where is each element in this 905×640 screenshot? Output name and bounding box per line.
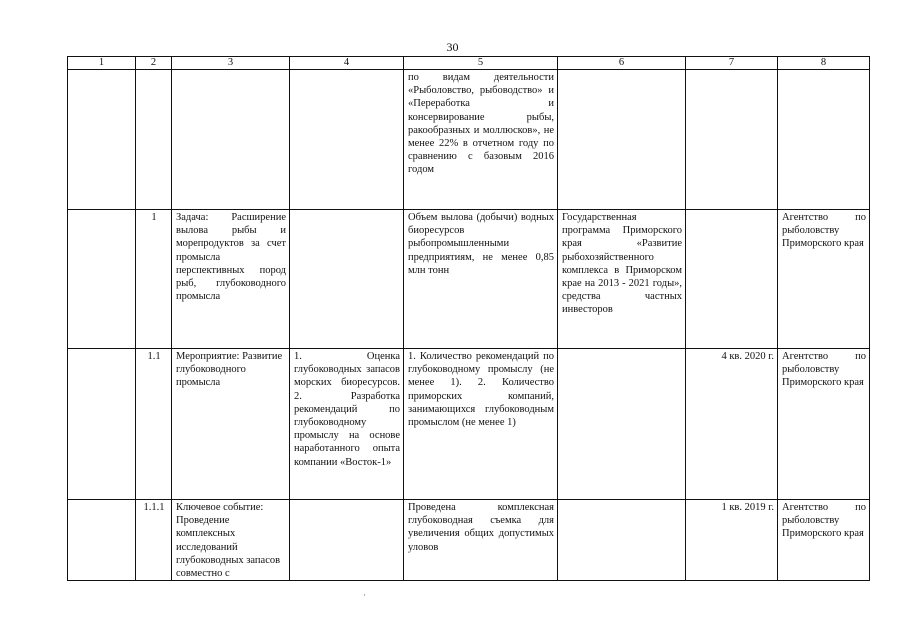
- cell-responsible: Агентство по рыболовству Приморского края: [778, 210, 870, 349]
- cell-indicator: Проведена комплексная глубоководная съемка для увеличения общих допустимых уловов: [404, 500, 558, 581]
- document-table: [67, 56, 870, 581]
- cell-description: [290, 70, 404, 210]
- cell-title: [172, 70, 290, 210]
- cell-description: 1. Оценка глубоководных запасов морских биоресурсов. 2. Разработка рекомендаций по глубоководному промыслу на основе наработанного опыта компании «Восток-1»: [290, 349, 404, 500]
- table-row: [68, 70, 870, 210]
- cell-deadline: 4 кв. 2020 г.: [686, 349, 778, 500]
- cell-indicator: Объем вылова (добычи) водных биоресурсов рыбопромышленными предприятиям, не менее 0,85 млн тонн: [404, 210, 558, 349]
- column-header: 6: [558, 57, 686, 70]
- column-header: 4: [290, 57, 404, 70]
- column-header: 7: [686, 57, 778, 70]
- cell-code: 1.1: [136, 349, 172, 500]
- cell-code: 1.1.1: [136, 500, 172, 581]
- cell-responsible: [778, 70, 870, 210]
- scan-dot: ·: [363, 590, 366, 600]
- column-header: 8: [778, 57, 870, 70]
- cell-responsible: Агентство по рыболовству Приморского края: [778, 349, 870, 500]
- cell-deadline: 1 кв. 2019 г.: [686, 500, 778, 581]
- cell-number: [68, 349, 136, 500]
- column-header: 3: [172, 57, 290, 70]
- cell-funding: [558, 500, 686, 581]
- cell-responsible: Агентство по рыболовству Приморского края: [778, 500, 870, 581]
- cell-indicator: по видам деятельности «Рыболовство, рыбоводство» и «Переработка и консервирование рыбы, ракообразных и моллюсков», не менее 22% в отчетном году по сравнению с базовым 2016 годом: [404, 70, 558, 210]
- table-row: [68, 500, 870, 581]
- cell-funding: Государственная программа Приморского края «Развитие рыбохозяйственного комплекса в Приморском крае на 2013 - 2021 годы», средства частных инвесторов: [558, 210, 686, 349]
- cell-funding: [558, 70, 686, 210]
- page-number: 30: [446, 40, 459, 54]
- cell-title: Мероприятие: Развитие глубоководного промысла: [172, 349, 290, 500]
- cell-title: Задача: Расширение вылова рыбы и морепродуктов за счет промысла перспективных пород рыб, глубоководного промысла: [172, 210, 290, 349]
- column-header: 2: [136, 57, 172, 70]
- cell-title: Ключевое событие: Проведение комплексных исследований глубоководных запасов совместно с: [172, 500, 290, 581]
- table-row: [68, 349, 870, 500]
- cell-deadline: [686, 70, 778, 210]
- cell-deadline: [686, 210, 778, 349]
- column-header: 5: [404, 57, 558, 70]
- cell-number: [68, 210, 136, 349]
- cell-code: [136, 70, 172, 210]
- cell-code: 1: [136, 210, 172, 349]
- cell-number: [68, 70, 136, 210]
- cell-description: [290, 210, 404, 349]
- cell-indicator: 1. Количество рекомендаций по глубоководному промыслу (не менее 1). 2. Количество приморских компаний, занимающихся глубоководным промыслом (не менее 1): [404, 349, 558, 500]
- table-row: [68, 210, 870, 349]
- cell-number: [68, 500, 136, 581]
- column-header: 1: [68, 57, 136, 70]
- cell-funding: [558, 349, 686, 500]
- column-number-row: [68, 57, 870, 70]
- cell-description: [290, 500, 404, 581]
